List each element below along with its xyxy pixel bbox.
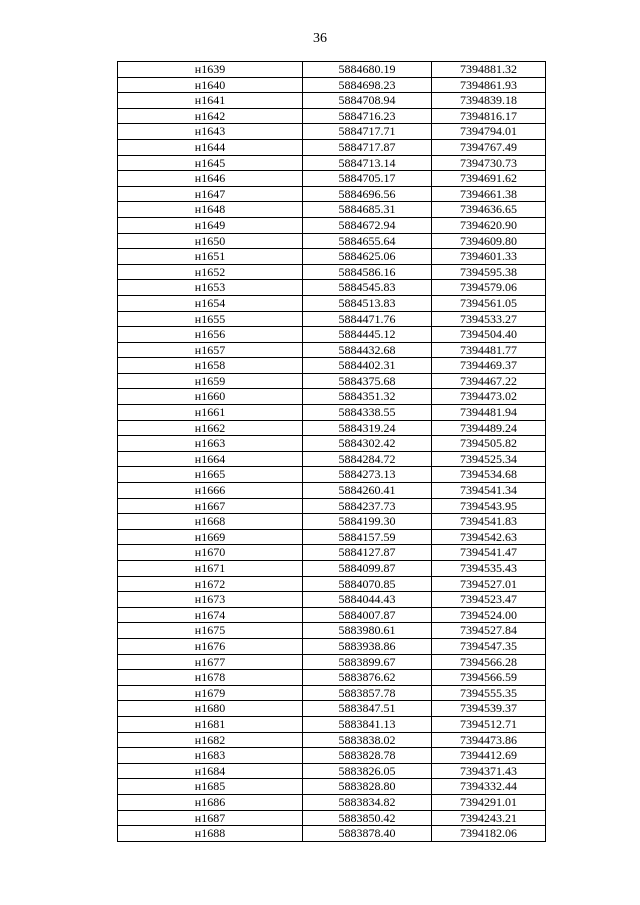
x-coordinate-cell: 5883899.67 [303,654,432,670]
point-id-cell: н1683 [118,748,303,764]
y-coordinate-cell: 7394541.47 [432,545,546,561]
point-id-cell: н1682 [118,732,303,748]
y-coordinate-cell: 7394534.68 [432,467,546,483]
table-row [118,498,546,514]
y-coordinate-cell: 7394861.93 [432,77,546,93]
point-id-cell: н1648 [118,202,303,218]
point-id-cell: н1685 [118,779,303,795]
table-row [118,592,546,608]
x-coordinate-cell: 5884586.16 [303,264,432,280]
point-id-cell: н1670 [118,545,303,561]
table-row [118,311,546,327]
y-coordinate-cell: 7394473.86 [432,732,546,748]
point-id-cell: н1676 [118,638,303,654]
table-row [118,295,546,311]
table-row [118,108,546,124]
point-id-cell: н1677 [118,654,303,670]
point-id-cell: н1681 [118,716,303,732]
point-id-cell: н1665 [118,467,303,483]
table-row [118,732,546,748]
y-coordinate-cell: 7394794.01 [432,124,546,140]
y-coordinate-cell: 7394542.63 [432,529,546,545]
point-id-cell: н1640 [118,77,303,93]
table-row [118,763,546,779]
table-row [118,436,546,452]
point-id-cell: н1687 [118,810,303,826]
point-id-cell: н1656 [118,327,303,343]
point-id-cell: н1669 [118,529,303,545]
page-number: 36 [313,31,327,46]
y-coordinate-cell: 7394730.73 [432,155,546,171]
y-coordinate-cell: 7394579.06 [432,280,546,296]
y-coordinate-cell: 7394881.32 [432,62,546,78]
coordinates-table [117,61,546,842]
y-coordinate-cell: 7394469.37 [432,358,546,374]
point-id-cell: н1658 [118,358,303,374]
y-coordinate-cell: 7394566.59 [432,670,546,686]
x-coordinate-cell: 5883834.82 [303,794,432,810]
table-row [118,77,546,93]
point-id-cell: н1639 [118,62,303,78]
y-coordinate-cell: 7394481.77 [432,342,546,358]
y-coordinate-cell: 7394412.69 [432,748,546,764]
y-coordinate-cell: 7394539.37 [432,701,546,717]
y-coordinate-cell: 7394555.35 [432,685,546,701]
point-id-cell: н1673 [118,592,303,608]
x-coordinate-cell: 5883841.13 [303,716,432,732]
table-row [118,779,546,795]
x-coordinate-cell: 5884705.17 [303,171,432,187]
point-id-cell: н1668 [118,514,303,530]
point-id-cell: н1663 [118,436,303,452]
point-id-cell: н1672 [118,576,303,592]
table-row [118,748,546,764]
table-row [118,186,546,202]
table-row [118,701,546,717]
point-id-cell: н1679 [118,685,303,701]
x-coordinate-cell: 5884319.24 [303,420,432,436]
point-id-cell: н1644 [118,139,303,155]
y-coordinate-cell: 7394504.40 [432,327,546,343]
coordinates-table-body [118,62,546,842]
x-coordinate-cell: 5884260.41 [303,483,432,499]
table-row [118,249,546,265]
table-row [118,623,546,639]
x-coordinate-cell: 5883828.80 [303,779,432,795]
table-row [118,685,546,701]
y-coordinate-cell: 7394541.34 [432,483,546,499]
point-id-cell: н1643 [118,124,303,140]
y-coordinate-cell: 7394839.18 [432,93,546,109]
table-row [118,451,546,467]
y-coordinate-cell: 7394541.83 [432,514,546,530]
x-coordinate-cell: 5884717.87 [303,139,432,155]
x-coordinate-cell: 5883838.02 [303,732,432,748]
x-coordinate-cell: 5884680.19 [303,62,432,78]
point-id-cell: н1651 [118,249,303,265]
x-coordinate-cell: 5884351.32 [303,389,432,405]
x-coordinate-cell: 5884717.71 [303,124,432,140]
point-id-cell: н1646 [118,171,303,187]
point-id-cell: н1686 [118,794,303,810]
table-row [118,576,546,592]
x-coordinate-cell: 5884044.43 [303,592,432,608]
x-coordinate-cell: 5884655.64 [303,233,432,249]
y-coordinate-cell: 7394332.44 [432,779,546,795]
y-coordinate-cell: 7394512.71 [432,716,546,732]
table-row [118,202,546,218]
y-coordinate-cell: 7394525.34 [432,451,546,467]
table-row [118,810,546,826]
y-coordinate-cell: 7394620.90 [432,217,546,233]
y-coordinate-cell: 7394609.80 [432,233,546,249]
table-row [118,373,546,389]
table-row [118,607,546,623]
point-id-cell: н1662 [118,420,303,436]
y-coordinate-cell: 7394243.21 [432,810,546,826]
table-row [118,171,546,187]
table-row [118,514,546,530]
table-row [118,529,546,545]
point-id-cell: н1659 [118,373,303,389]
y-coordinate-cell: 7394291.01 [432,794,546,810]
y-coordinate-cell: 7394601.33 [432,249,546,265]
x-coordinate-cell: 5884685.31 [303,202,432,218]
table-row [118,264,546,280]
point-id-cell: н1671 [118,561,303,577]
x-coordinate-cell: 5884513.83 [303,295,432,311]
x-coordinate-cell: 5883850.42 [303,810,432,826]
table-row [118,794,546,810]
point-id-cell: н1655 [118,311,303,327]
point-id-cell: н1650 [118,233,303,249]
x-coordinate-cell: 5884672.94 [303,217,432,233]
table-row [118,420,546,436]
x-coordinate-cell: 5884445.12 [303,327,432,343]
x-coordinate-cell: 5884284.72 [303,451,432,467]
point-id-cell: н1660 [118,389,303,405]
table-row [118,389,546,405]
table-row [118,545,546,561]
point-id-cell: н1688 [118,826,303,842]
x-coordinate-cell: 5884545.83 [303,280,432,296]
y-coordinate-cell: 7394527.01 [432,576,546,592]
y-coordinate-cell: 7394691.62 [432,171,546,187]
point-id-cell: н1664 [118,451,303,467]
table-row [118,716,546,732]
table-row [118,483,546,499]
table-row [118,342,546,358]
y-coordinate-cell: 7394595.38 [432,264,546,280]
table-row [118,139,546,155]
y-coordinate-cell: 7394816.17 [432,108,546,124]
point-id-cell: н1666 [118,483,303,499]
point-id-cell: н1653 [118,280,303,296]
y-coordinate-cell: 7394505.82 [432,436,546,452]
x-coordinate-cell: 5884302.42 [303,436,432,452]
table-row [118,638,546,654]
table-row [118,670,546,686]
y-coordinate-cell: 7394489.24 [432,420,546,436]
point-id-cell: н1647 [118,186,303,202]
x-coordinate-cell: 5884375.68 [303,373,432,389]
point-id-cell: н1657 [118,342,303,358]
x-coordinate-cell: 5884237.73 [303,498,432,514]
table-row [118,124,546,140]
x-coordinate-cell: 5884708.94 [303,93,432,109]
point-id-cell: н1684 [118,763,303,779]
y-coordinate-cell: 7394182.06 [432,826,546,842]
x-coordinate-cell: 5883878.40 [303,826,432,842]
x-coordinate-cell: 5883828.78 [303,748,432,764]
x-coordinate-cell: 5883980.61 [303,623,432,639]
x-coordinate-cell: 5884432.68 [303,342,432,358]
x-coordinate-cell: 5884099.87 [303,561,432,577]
table-row [118,405,546,421]
x-coordinate-cell: 5883847.51 [303,701,432,717]
x-coordinate-cell: 5884402.31 [303,358,432,374]
y-coordinate-cell: 7394561.05 [432,295,546,311]
table-row [118,327,546,343]
point-id-cell: н1649 [118,217,303,233]
point-id-cell: н1678 [118,670,303,686]
table-row [118,62,546,78]
y-coordinate-cell: 7394527.84 [432,623,546,639]
y-coordinate-cell: 7394481.94 [432,405,546,421]
y-coordinate-cell: 7394524.00 [432,607,546,623]
y-coordinate-cell: 7394566.28 [432,654,546,670]
point-id-cell: н1675 [118,623,303,639]
table-row [118,280,546,296]
x-coordinate-cell: 5884716.23 [303,108,432,124]
x-coordinate-cell: 5884625.06 [303,249,432,265]
point-id-cell: н1654 [118,295,303,311]
y-coordinate-cell: 7394533.27 [432,311,546,327]
point-id-cell: н1652 [118,264,303,280]
y-coordinate-cell: 7394467.22 [432,373,546,389]
point-id-cell: н1642 [118,108,303,124]
point-id-cell: н1667 [118,498,303,514]
x-coordinate-cell: 5884199.30 [303,514,432,530]
x-coordinate-cell: 5884696.56 [303,186,432,202]
point-id-cell: н1641 [118,93,303,109]
table-row [118,358,546,374]
y-coordinate-cell: 7394473.02 [432,389,546,405]
x-coordinate-cell: 5883826.05 [303,763,432,779]
table-row [118,826,546,842]
y-coordinate-cell: 7394535.43 [432,561,546,577]
x-coordinate-cell: 5884471.76 [303,311,432,327]
table-row [118,561,546,577]
y-coordinate-cell: 7394661.38 [432,186,546,202]
x-coordinate-cell: 5884007.87 [303,607,432,623]
x-coordinate-cell: 5883857.78 [303,685,432,701]
y-coordinate-cell: 7394371.43 [432,763,546,779]
table-row [118,467,546,483]
point-id-cell: н1674 [118,607,303,623]
x-coordinate-cell: 5883938.86 [303,638,432,654]
x-coordinate-cell: 5883876.62 [303,670,432,686]
y-coordinate-cell: 7394523.47 [432,592,546,608]
point-id-cell: н1645 [118,155,303,171]
x-coordinate-cell: 5884698.23 [303,77,432,93]
x-coordinate-cell: 5884070.85 [303,576,432,592]
x-coordinate-cell: 5884157.59 [303,529,432,545]
y-coordinate-cell: 7394547.35 [432,638,546,654]
table-row [118,217,546,233]
y-coordinate-cell: 7394636.65 [432,202,546,218]
table-row [118,654,546,670]
y-coordinate-cell: 7394543.95 [432,498,546,514]
x-coordinate-cell: 5884127.87 [303,545,432,561]
point-id-cell: н1680 [118,701,303,717]
x-coordinate-cell: 5884338.55 [303,405,432,421]
x-coordinate-cell: 5884713.14 [303,155,432,171]
x-coordinate-cell: 5884273.13 [303,467,432,483]
y-coordinate-cell: 7394767.49 [432,139,546,155]
point-id-cell: н1661 [118,405,303,421]
table-row [118,233,546,249]
table-row [118,155,546,171]
table-row [118,93,546,109]
